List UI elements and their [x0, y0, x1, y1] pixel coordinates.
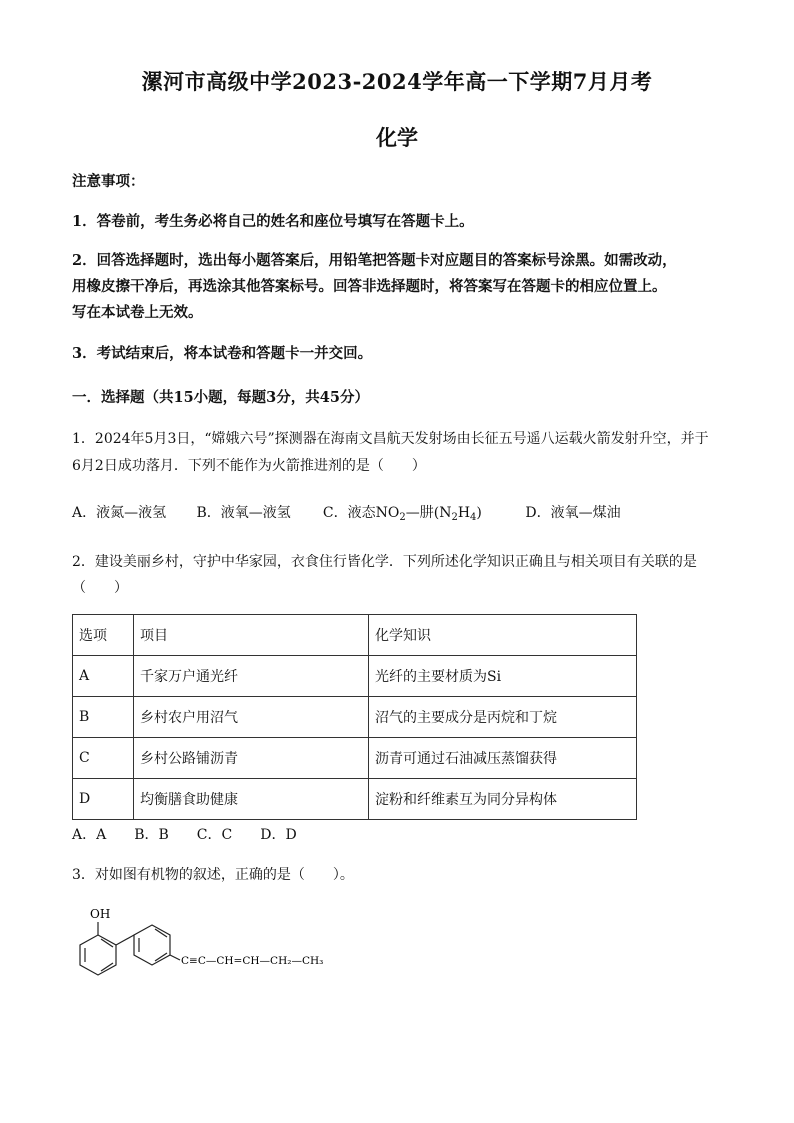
q1-option-d: D．液氧—煤油: [525, 505, 621, 521]
table-header-row: [73, 615, 637, 656]
table-cell: 沼气的主要成分是丙烷和丁烷: [369, 697, 637, 738]
table-header-cell: 项目: [134, 615, 369, 656]
q2-table: [72, 614, 637, 820]
q1-stem-line-1: 1．2024年5月3日，“嫦娥六号”探测器在海南文昌航天发射场由长征五号遥八运载火箭发射升空，并于: [72, 431, 709, 447]
oh-label: OH: [90, 907, 111, 921]
notice-item-2-line-1: 2．回答选择题时，选出每小题答案后，用铅笔把答题卡对应题目的答案标号涂黑。如需改动，: [72, 252, 677, 269]
table-row: [73, 738, 637, 779]
q1-option-c-h: H: [457, 505, 471, 521]
table-cell: 乡村公路铺沥青: [134, 738, 369, 779]
subject-title: 化学: [376, 125, 418, 150]
q1-option-b: B．液氧—液氢: [196, 505, 291, 521]
notice-heading: 注意事项：: [72, 173, 145, 190]
table-header-cell: 选项: [73, 615, 134, 656]
table-cell: 均衡膳食助健康: [134, 779, 369, 820]
q2-stem-line-2: （ ）: [72, 580, 128, 596]
table-cell: 千家万户通光纤: [134, 656, 369, 697]
exam-title: 漯河市高级中学2023-2024学年高一下学期7月月考: [141, 69, 653, 94]
table-row: [73, 697, 637, 738]
table-row: [73, 656, 637, 697]
table-cell: C: [73, 738, 134, 779]
q1-option-c-sub-1: 2: [399, 512, 406, 523]
table-row: [73, 779, 637, 820]
table-cell: A: [73, 656, 134, 697]
table-header-cell: 化学知识: [369, 615, 637, 656]
notice-item-3: 3．考试结束后，将本试卷和答题卡一并交回。: [72, 345, 373, 362]
q2-stem-line-1: 2．建设美丽乡村，守护中华家园，衣食住行皆化学．下列所述化学知识正确且与相关项目有关联的是: [72, 554, 697, 570]
chain-bond: [170, 955, 180, 960]
q1-option-c-end: ): [476, 505, 482, 521]
notice-item-2-line-3: 写在本试卷上无效。: [72, 304, 203, 321]
table-cell: 沥青可通过石油减压蒸馏获得: [369, 738, 637, 779]
table-cell: 光纤的主要材质为Si: [369, 656, 637, 697]
q1-option-c: [323, 500, 521, 531]
q1-option-c-sub-2: 2: [451, 512, 458, 523]
q3-stem: 3．对如图有机物的叙述，正确的是（ ）。: [72, 867, 354, 883]
q1-option-c-mid: —肼(N: [405, 505, 452, 521]
q2-choices: A．A B．B C．C D．D: [72, 827, 297, 843]
table-cell: 淀粉和纤维素互为同分异构体: [369, 779, 637, 820]
table-cell: B: [73, 697, 134, 738]
q1-stem-line-2: 6月2日成功落月．下列不能作为火箭推进剂的是（ ）: [72, 458, 426, 474]
q1-option-a: A．液氮—液氢: [72, 505, 167, 521]
section-heading: 一．选择题（共15小题，每题3分，共45分）: [72, 389, 369, 406]
q1-option-c-pre: C．液态NO: [322, 505, 400, 521]
molecule-structure: [68, 900, 368, 990]
biphenyl-bond: [116, 935, 134, 945]
table-cell: D: [73, 779, 134, 820]
q1-options: [72, 500, 732, 531]
table-cell: 乡村农户用沼气: [134, 697, 369, 738]
side-chain-label: C≡C—CH=CH—CH₂—CH₃: [181, 955, 324, 967]
notice-item-2-line-2: 用橡皮擦干净后，再选涂其他答案标号。回答非选择题时，将答案写在答题卡的相应位置上。: [72, 278, 667, 295]
q1-option-c-sub-3: 4: [470, 512, 477, 523]
notice-item-1: 1．答卷前，考生务必将自己的姓名和座位号填写在答题卡上。: [72, 213, 474, 230]
